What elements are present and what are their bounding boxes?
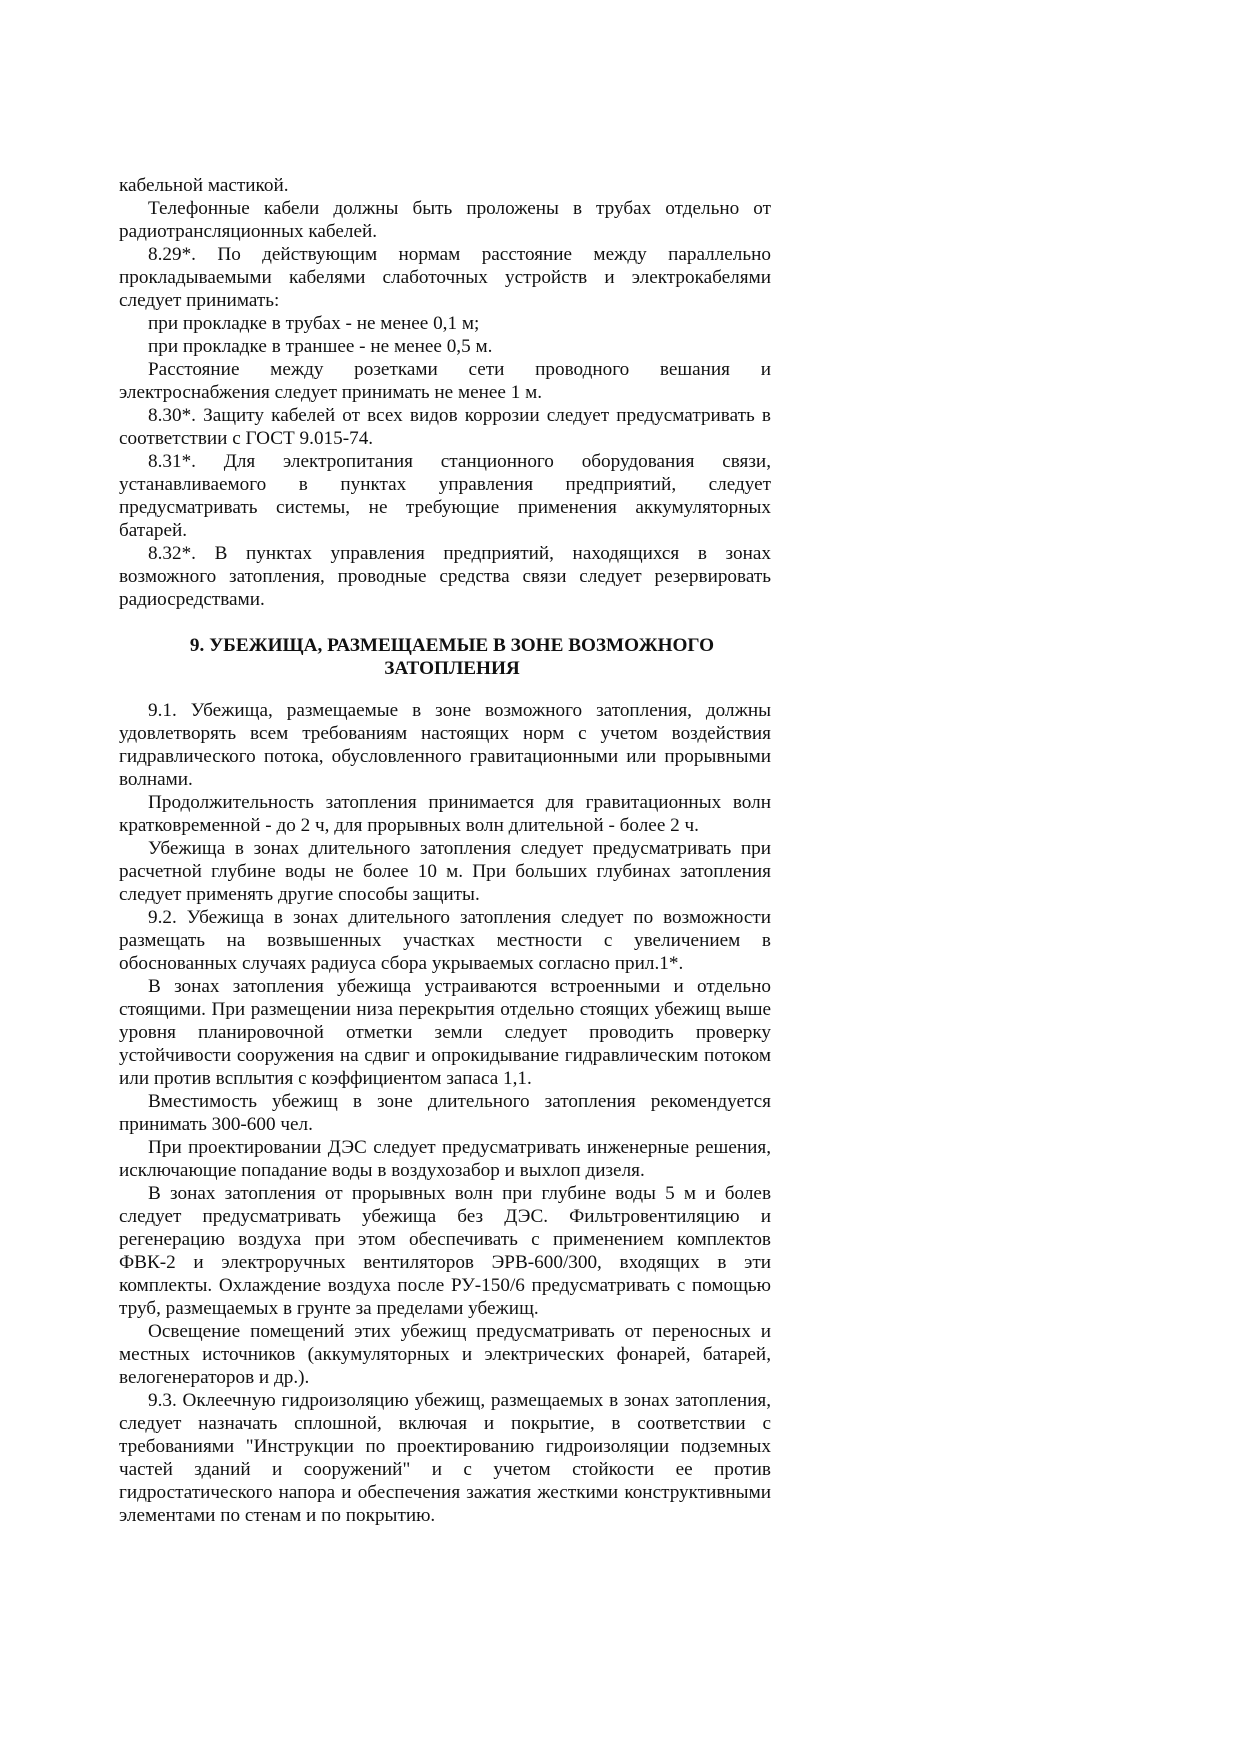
paragraph: при прокладке в трубах - не менее 0,1 м;: [148, 313, 480, 334]
paragraph: В зонах затопления убежища устраиваются встроенными и отдельно стоящими. При размещении низа перекрытия отдельно стоящих убежищ выше уровня планировочной отметки земли следует проводить проверку устойчивости сооружения на сдвиг и опрокидывание гидравлическим потоком или против всплытия с коэффициентом запаса 1,1.: [119, 976, 771, 1089]
paragraph: 8.31*. Для электропитания станционного оборудования связи, устанавливаемого в пунктах управления предприятий, следует предусматривать системы, не требующие применения аккумуляторных батарей.: [119, 451, 771, 541]
paragraph: при прокладке в траншее - не менее 0,5 м.: [148, 336, 493, 357]
paragraph: 8.32*. В пунктах управления предприятий, находящихся в зонах возможного затопления, проводные средства связи следует резервировать радиосредствами.: [119, 543, 771, 610]
paragraph: 8.30*. Защиту кабелей от всех видов коррозии следует предусматривать в соответствии с ГОСТ 9.015-74.: [119, 405, 771, 449]
paragraph: Телефонные кабели должны быть проложены в трубах отдельно от радиотрансляционных кабелей.: [119, 198, 771, 242]
paragraph: В зонах затопления от прорывных волн при глубине воды 5 м и болев следует предусматривать убежища без ДЭС. Фильтровентиляцию и регенерацию воздуха при этом обеспечивать с применением комплектов ФВК-2 и электроручных вентиляторов ЭРВ-600/300, входящих в эти комплекты. Охлаждение воздуха после РУ-150/6 предусматривать с помощью труб, размещаемых в грунте за пределами убежищ.: [119, 1183, 771, 1319]
paragraph: Освещение помещений этих убежищ предусматривать от переносных и местных источников (аккумуляторных и электрических фонарей, батарей, велогенераторов и др.).: [119, 1321, 771, 1388]
paragraph: Вместимость убежищ в зоне длительного затопления рекомендуется принимать 300-600 чел.: [119, 1091, 771, 1135]
paragraph: 9.2. Убежища в зонах длительного затопления следует по возможности размещать на возвышенных участках местности с увеличением в обоснованных случаях радиуса сбора укрываемых согласно прил.1*.: [119, 907, 771, 974]
paragraph: При проектировании ДЭС следует предусматривать инженерные решения, исключающие попадание воды в воздухозабор и выхлоп дизеля.: [119, 1137, 771, 1181]
paragraph: кабельной мастикой.: [119, 175, 289, 196]
paragraph: Расстояние между розетками сети проводного вешания и электроснабжения следует принимать не менее 1 м.: [119, 359, 771, 403]
paragraph: Продолжительность затопления принимается для гравитационных волн кратковременной - до 2 ч, для прорывных волн длительной - более 2 ч.: [119, 792, 771, 836]
section-heading-line: ЗАТОПЛЕНИЯ: [384, 658, 520, 679]
section-heading-line: 9. УБЕЖИЩА, РАЗМЕЩАЕМЫЕ В ЗОНЕ ВОЗМОЖНОГО: [189, 635, 715, 656]
document-page: [119, 174, 771, 1527]
section-heading: [119, 634, 771, 680]
paragraph: 8.29*. По действующим нормам расстояние между параллельно прокладываемыми кабелями слаботочных устройств и электрокабелями следует принимать:: [119, 244, 771, 311]
paragraph: Убежища в зонах длительного затопления следует предусматривать при расчетной глубине воды не более 10 м. При больших глубинах затопления следует применять другие способы защиты.: [119, 838, 771, 905]
paragraph: 9.1. Убежища, размещаемые в зоне возможного затопления, должны удовлетворять всем требованиям настоящих норм с учетом воздействия гидравлического потока, обусловленного гравитационными или прорывными волнами.: [119, 700, 771, 790]
paragraph: 9.3. Оклеечную гидроизоляцию убежищ, размещаемых в зонах затопления, следует назначать сплошной, включая и покрытие, в соответствии с требованиями "Инструкции по проектированию гидроизоляции подземных частей зданий и сооружений" и с учетом стойкости ее против гидростатического напора и обеспечения зажатия жесткими конструктивными элементами по стенам и по покрытию.: [119, 1390, 771, 1526]
